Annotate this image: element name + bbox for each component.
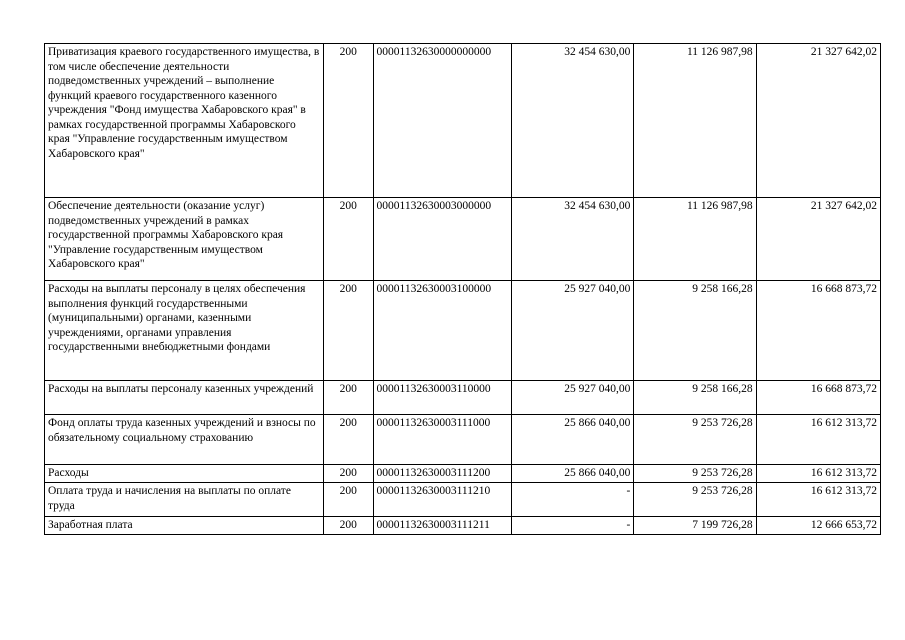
row-kbk-cell: 00001132630003111200: [373, 465, 511, 483]
budget-execution-table: [44, 43, 881, 535]
table-row: [45, 198, 881, 281]
row-unexecuted-amount-cell: 16 612 313,72: [756, 483, 880, 517]
row-kbk-cell: 00001132630000000000: [373, 44, 511, 198]
row-approved-amount-cell: -: [512, 517, 634, 535]
table-body: [45, 44, 881, 535]
row-code-cell: 200: [324, 44, 374, 198]
row-approved-amount-cell: -: [512, 483, 634, 517]
row-approved-amount-cell: 32 454 630,00: [512, 44, 634, 198]
row-unexecuted-amount-cell: 21 327 642,02: [756, 198, 880, 281]
table-row: [45, 465, 881, 483]
row-executed-amount-cell: 9 253 726,28: [634, 415, 756, 465]
row-executed-amount-cell: 9 258 166,28: [634, 281, 756, 381]
row-executed-amount-cell: 9 253 726,28: [634, 483, 756, 517]
row-unexecuted-amount-cell: 16 668 873,72: [756, 381, 880, 415]
row-kbk-cell: 00001132630003111211: [373, 517, 511, 535]
row-name-cell: Оплата труда и начисления на выплаты по оплате труда: [45, 483, 324, 517]
row-code-cell: 200: [324, 198, 374, 281]
table-row: [45, 415, 881, 465]
row-name-cell: Заработная плата: [45, 517, 324, 535]
row-kbk-cell: 00001132630003100000: [373, 281, 511, 381]
table-row: [45, 281, 881, 381]
row-approved-amount-cell: 25 866 040,00: [512, 465, 634, 483]
row-name-cell: Расходы на выплаты персоналу казенных учреждений: [45, 381, 324, 415]
row-name-cell: Расходы: [45, 465, 324, 483]
row-code-cell: 200: [324, 281, 374, 381]
row-unexecuted-amount-cell: 16 612 313,72: [756, 415, 880, 465]
row-name-cell: Расходы на выплаты персоналу в целях обеспечения выполнения функций государственными (муниципальными) органами, казенными учреждениями, органами управления государственными внебюджетными фондами: [45, 281, 324, 381]
row-code-cell: 200: [324, 483, 374, 517]
row-executed-amount-cell: 9 253 726,28: [634, 465, 756, 483]
row-unexecuted-amount-cell: 16 612 313,72: [756, 465, 880, 483]
row-approved-amount-cell: 25 927 040,00: [512, 281, 634, 381]
row-executed-amount-cell: 9 258 166,28: [634, 381, 756, 415]
row-kbk-cell: 00001132630003111210: [373, 483, 511, 517]
row-unexecuted-amount-cell: 12 666 653,72: [756, 517, 880, 535]
row-code-cell: 200: [324, 517, 374, 535]
table-row: [45, 44, 881, 198]
table-row: [45, 483, 881, 517]
row-code-cell: 200: [324, 415, 374, 465]
row-unexecuted-amount-cell: 16 668 873,72: [756, 281, 880, 381]
row-name-cell: Обеспечение деятельности (оказание услуг) подведомственных учреждений в рамках государственной программы Хабаровского края "Управление государственным имуществом Хабаровского края": [45, 198, 324, 281]
table-row: [45, 381, 881, 415]
row-code-cell: 200: [324, 381, 374, 415]
row-executed-amount-cell: 7 199 726,28: [634, 517, 756, 535]
row-name-cell: Фонд оплаты труда казенных учреждений и взносы по обязательному социальному страхованию: [45, 415, 324, 465]
row-code-cell: 200: [324, 465, 374, 483]
row-name-cell: Приватизация краевого государственного имущества, в том числе обеспечение деятельности подведомственных учреждений – выполнение функций краевого государственного казенного учреждения "Фонд имущества Хабаровского края" в рамках государственной программы Хабаровского края "Управление государственным имуществом Хабаровского края": [45, 44, 324, 198]
row-kbk-cell: 00001132630003110000: [373, 381, 511, 415]
row-executed-amount-cell: 11 126 987,98: [634, 44, 756, 198]
row-kbk-cell: 00001132630003111000: [373, 415, 511, 465]
row-kbk-cell: 00001132630003000000: [373, 198, 511, 281]
row-unexecuted-amount-cell: 21 327 642,02: [756, 44, 880, 198]
row-approved-amount-cell: 25 927 040,00: [512, 381, 634, 415]
row-approved-amount-cell: 25 866 040,00: [512, 415, 634, 465]
table-row: [45, 517, 881, 535]
row-executed-amount-cell: 11 126 987,98: [634, 198, 756, 281]
row-approved-amount-cell: 32 454 630,00: [512, 198, 634, 281]
